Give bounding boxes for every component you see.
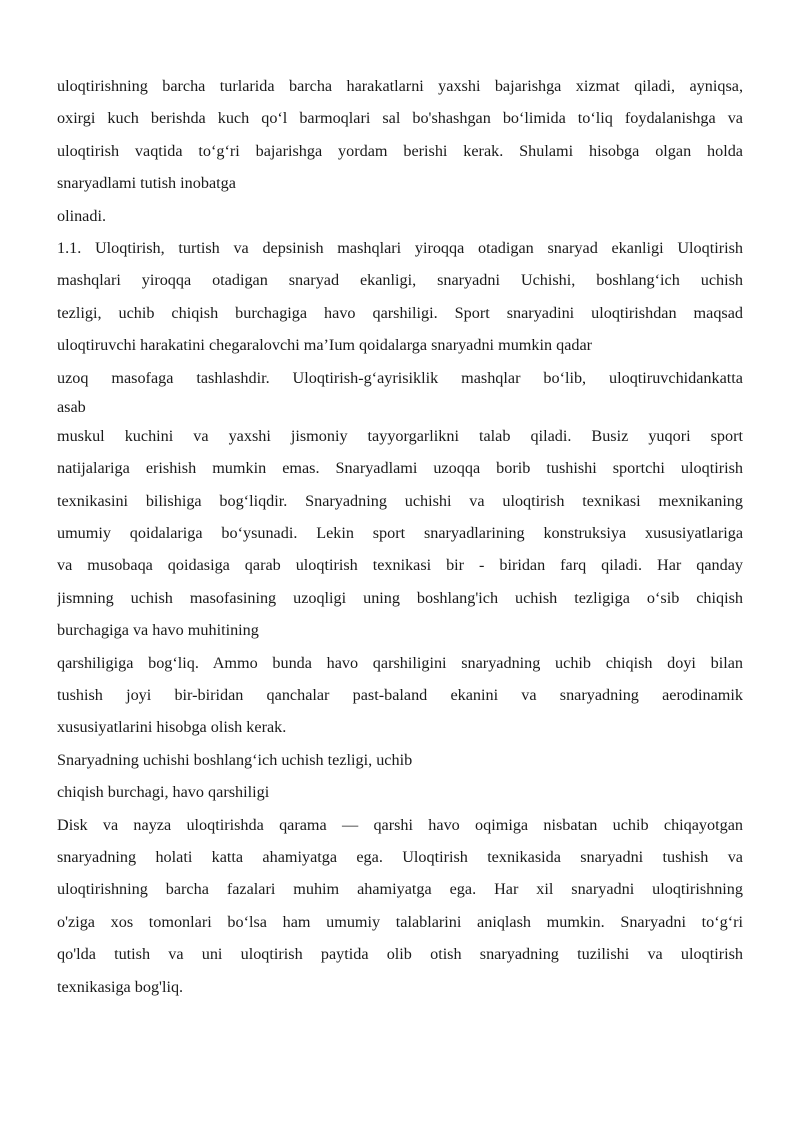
text-line: snaryadning holati katta ahamiyatga ega. Uloqtirish texnikasida snaryadni tushish va xyxy=(57,847,743,866)
text-line: qarshiligiga bog‘liq. Ammo bunda havo qarshiligini snaryadning uchib chiqish doyi bilan xyxy=(57,653,743,672)
text-line: texnikasiga bog'liq. xyxy=(57,977,184,996)
text-line: olinadi. xyxy=(57,206,107,225)
text-line: muskul kuchini va yaxshi jismoniy tayyorgarlikni talab qiladi. Busiz yuqori sport xyxy=(57,426,743,445)
text-line: tezligi, uchib chiqish burchagiga havo qarshiligi. Sport snaryadini uloqtirishdan maqsad xyxy=(57,303,743,322)
text-line: mashqlari yiroqqa otadigan snaryad ekanligi, snaryadni Uchishi, boshlang‘ich uchish xyxy=(57,271,743,290)
text-line: tushish joyi bir-biridan qanchalar past-baland ekanini va snaryadning aerodinamik xyxy=(57,686,743,705)
text-line: va musobaqa qoidasiga qarab uloqtirish texnikasi bir - biridan farq qiladi. Har qanday xyxy=(57,556,743,575)
document-page xyxy=(57,70,743,1003)
section-heading-line: 1.1. Uloqtirish, turtish va depsinish mashqlari yiroqqa otadigan snaryad ekanligi Uloqtirish xyxy=(57,238,743,257)
text-line: uloqtirishning barcha turlarida barcha harakatlarni yaxshi bajarishga xizmat qiladi, ayniqsa, xyxy=(57,77,743,95)
text-line: uzoq masofaga tashlashdir. Uloqtirish-g‘ayrisiklik mashqlar bo‘lib, uloqtiruvchidankatta xyxy=(57,368,743,387)
text-line: uloqtiruvchi harakatini chegaralovchi ma’Ium qoidalarga snaryadni mumkin qadar xyxy=(57,336,593,355)
text-line: uloqtirish vaqtida to‘g‘ri bajarishga yordam berishi kerak. Shulami hisobga olgan holda xyxy=(57,141,743,160)
text-line: qo'lda tutish va uni uloqtirish paytida olib otish snaryadning tuzilishi va uloqtirish xyxy=(57,945,743,964)
text-line: oxirgi kuch berishda kuch qo‘l barmoqlari sal bo'shashgan bo‘limida to‘liq foydalanishga va xyxy=(57,109,743,128)
text-line: texnikasini bilishiga bog‘liqdir. Snaryadning uchishi va uloqtirish texnikasi mexnikaning xyxy=(57,491,743,510)
text-line: o'ziga xos tomonlari bo‘lsa ham umumiy talablarini aniqlash mumkin. Snaryadni to‘g‘ri xyxy=(57,912,743,931)
text-line: xususiyatlarini hisobga olish kerak. xyxy=(57,718,287,737)
text-line: natijalariga erishish mumkin emas. Snaryadlami uzoqqa borib tushishi sportchi uloqtirish xyxy=(57,459,743,478)
text-line: asab xyxy=(57,397,86,416)
text-line: jismning uchish masofasining uzoqligi uning boshlang'ich uchish tezligiga o‘sib chiqish xyxy=(57,588,743,607)
subheading-line: Snaryadning uchishi boshlang‘ich uchish tezligi, uchib xyxy=(57,750,413,769)
text-line: uloqtirishning barcha fazalari muhim ahamiyatga ega. Har xil snaryadni uloqtirishning xyxy=(57,880,743,899)
subheading-line: chiqish burchagi, havo qarshiligi xyxy=(57,783,270,802)
text-line: Disk va nayza uloqtirishda qarama — qarshi havo oqimiga nisbatan uchib chiqayotgan xyxy=(57,815,743,834)
text-line: snaryadlami tutish inobatga xyxy=(57,174,236,193)
text-line: umumiy qoidalariga bo‘ysunadi. Lekin sport snaryadlarining konstruksiya xususiyatlariga xyxy=(57,524,743,543)
text-line: burchagiga va havo muhitining xyxy=(57,621,259,640)
